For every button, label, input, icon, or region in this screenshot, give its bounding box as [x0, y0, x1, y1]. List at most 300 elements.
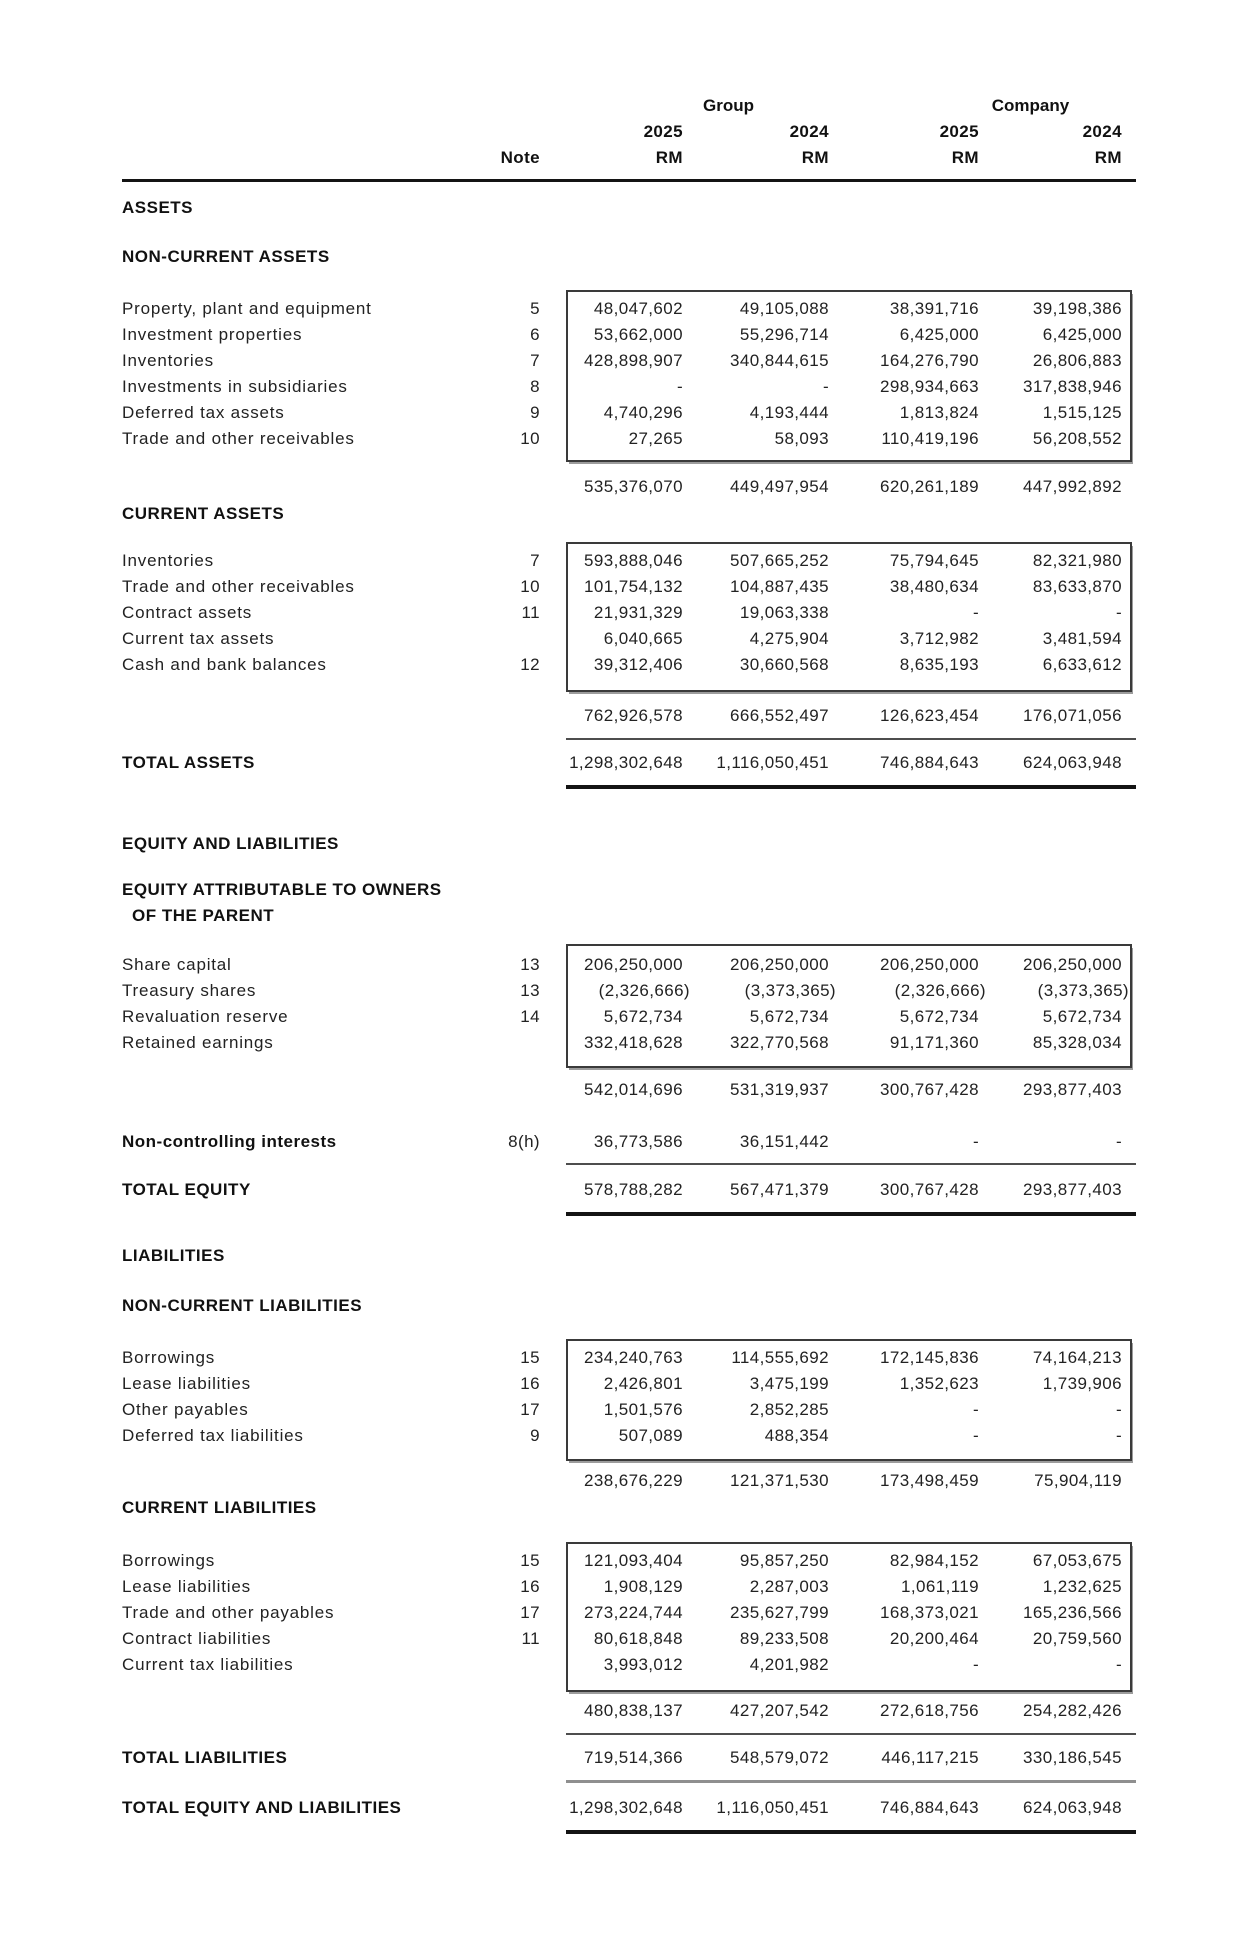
statement-row [122, 348, 1136, 374]
row-spacer [1122, 1468, 1136, 1494]
row-label: Other payables [122, 1400, 249, 1419]
value-company-2024: 3,481,594 [1042, 629, 1122, 648]
row-label: Cash and bank balances [122, 655, 327, 674]
value-group-2024: 49,105,088 [739, 299, 829, 318]
value-company-2025: 206,250,000 [880, 955, 979, 974]
heading-current-liabilities [122, 1495, 1136, 1521]
value-company-2024: 5,672,734 [1042, 1007, 1122, 1026]
box-non-current-liabilities [122, 1339, 1136, 1461]
value-group-2024: 531,319,937 [730, 1080, 829, 1099]
value-group-2025: (2,326,666) [598, 981, 690, 1000]
value-company-2025: 164,276,790 [880, 351, 979, 370]
rm-label-group-current: RM [655, 148, 683, 167]
column-group-header-row [122, 93, 1136, 119]
group-column-header: Group [703, 96, 754, 115]
row-spacer [1122, 750, 1136, 776]
row-note: 11 [521, 603, 540, 622]
value-company-2024: 1,232,625 [1042, 1577, 1122, 1596]
value-group-2025: 542,014,696 [584, 1080, 683, 1099]
row-label: Contract assets [122, 603, 253, 622]
heading-text: CURRENT LIABILITIES [122, 1498, 317, 1517]
row-label: Contract liabilities [122, 1629, 272, 1648]
value-company-2025: - [972, 1655, 979, 1674]
value-group-2025: 48,047,602 [593, 299, 683, 318]
value-group-2024: 427,207,542 [730, 1701, 829, 1720]
value-company-2024: 82,321,980 [1032, 551, 1122, 570]
row-note: 13 [520, 981, 540, 1000]
row-note [458, 1468, 566, 1494]
value-group-2025: 1,298,302,648 [569, 1798, 683, 1817]
row-label: Share capital [122, 955, 232, 974]
rm-label-company-current: RM [951, 148, 979, 167]
row-spacer [1122, 1371, 1136, 1397]
row-label [122, 1468, 458, 1494]
row-note: 7 [530, 351, 540, 370]
row-note [458, 1030, 566, 1056]
value-company-2025: 1,352,623 [899, 1374, 979, 1393]
row-note: 15 [520, 1348, 540, 1367]
value-group-2025: 273,224,744 [584, 1603, 683, 1622]
value-group-2025: 121,093,404 [584, 1551, 683, 1570]
value-group-2024: 30,660,568 [739, 655, 829, 674]
statement-row [122, 426, 1136, 452]
value-group-2025: 27,265 [628, 429, 683, 448]
value-company-2025: - [972, 603, 979, 622]
row-note [458, 1698, 566, 1724]
row-spacer [1122, 703, 1136, 729]
value-company-2025: 168,373,021 [880, 1603, 979, 1622]
row-spacer [1122, 1745, 1136, 1771]
value-group-2025: 719,514,366 [584, 1748, 683, 1767]
row-spacer [1122, 1423, 1136, 1449]
rule-below-total-assets [566, 785, 1136, 789]
row-note: 17 [520, 1400, 540, 1419]
row-label: Lease liabilities [122, 1577, 251, 1596]
value-company-2024: 85,328,034 [1032, 1033, 1122, 1052]
group-year-prior: 2024 [789, 122, 829, 141]
value-group-2025: 2,426,801 [603, 1374, 683, 1393]
statement-row [122, 296, 1136, 322]
value-group-2024: 666,552,497 [730, 706, 829, 725]
value-group-2024: 206,250,000 [730, 955, 829, 974]
value-company-2025: 446,117,215 [881, 1748, 979, 1767]
value-company-2024: 624,063,948 [1023, 1798, 1122, 1817]
value-company-2025: 746,884,643 [880, 753, 979, 772]
row-total-equity [122, 1177, 1136, 1203]
row-note [458, 626, 566, 652]
heading-liabilities [122, 1243, 1136, 1269]
value-group-2024: 2,287,003 [749, 1577, 829, 1596]
statement-row [122, 1423, 1136, 1449]
value-company-2025: 8,635,193 [899, 655, 979, 674]
row-label: Inventories [122, 351, 214, 370]
value-company-2024: 75,904,119 [1034, 1471, 1122, 1490]
heading-text: EQUITY AND LIABILITIES [122, 834, 339, 853]
statement-row [122, 1548, 1136, 1574]
value-company-2025: 298,934,663 [880, 377, 979, 396]
row-note: 10 [520, 577, 540, 596]
value-group-2025: 39,312,406 [593, 655, 683, 674]
value-company-2025: 75,794,645 [889, 551, 979, 570]
value-company-2024: 67,053,675 [1032, 1551, 1122, 1570]
statement-row [122, 978, 1136, 1004]
value-group-2024: 507,665,252 [730, 551, 829, 570]
rule-above-total-liabilities [566, 1733, 1136, 1735]
value-company-2024: - [1115, 603, 1122, 622]
row-spacer [1122, 1548, 1136, 1574]
row-spacer [1122, 1030, 1136, 1056]
value-group-2024: 121,371,530 [730, 1471, 829, 1490]
row-note: 7 [530, 551, 540, 570]
row-label: Trade and other receivables [122, 577, 355, 596]
value-group-2025: 3,993,012 [603, 1655, 683, 1674]
value-group-2025: 234,240,763 [584, 1348, 683, 1367]
value-group-2025: 5,672,734 [603, 1007, 683, 1026]
value-group-2024: 4,193,444 [749, 403, 829, 422]
row-note: 16 [520, 1577, 540, 1596]
value-group-2024: 104,887,435 [730, 577, 829, 596]
statement-row [122, 1345, 1136, 1371]
statement-blocks [122, 195, 1136, 1834]
row-label: Inventories [122, 551, 214, 570]
value-company-2025: 38,480,634 [889, 577, 979, 596]
row-note: 5 [530, 299, 540, 318]
row-spacer [1122, 348, 1136, 374]
row-note: 9 [530, 1426, 540, 1445]
value-company-2024: 447,992,892 [1023, 477, 1122, 496]
statement-row [122, 1652, 1136, 1678]
row-spacer [1122, 1652, 1136, 1678]
value-company-2025: 1,813,824 [899, 403, 979, 422]
value-group-2024: 2,852,285 [749, 1400, 829, 1419]
value-company-2025: 1,061,119 [901, 1577, 979, 1596]
value-company-2025: - [972, 1426, 979, 1445]
value-group-2024: 1,116,050,451 [716, 1798, 829, 1817]
value-group-2024: 36,151,442 [739, 1132, 829, 1151]
row-note: 8 [530, 377, 540, 396]
rule-above-total-assets [566, 738, 1136, 740]
value-company-2024: 206,250,000 [1023, 955, 1122, 974]
rule-final [566, 1830, 1136, 1834]
row-label: Deferred tax assets [122, 403, 285, 422]
column-unit-header-row [122, 145, 1136, 171]
value-group-2025: 1,501,576 [603, 1400, 683, 1419]
value-group-2025: 578,788,282 [584, 1180, 683, 1199]
statement-row [122, 548, 1136, 574]
value-group-2025: 535,376,070 [584, 477, 683, 496]
heading-current-assets [122, 501, 1136, 527]
row-label [122, 1698, 458, 1724]
row-note: 14 [520, 1007, 540, 1026]
rule-below-total-liabilities [566, 1780, 1136, 1783]
row-spacer [1122, 1574, 1136, 1600]
row-label: Retained earnings [122, 1033, 274, 1052]
value-company-2025: 110,419,196 [881, 429, 979, 448]
statement-row [122, 574, 1136, 600]
value-company-2025: 5,672,734 [899, 1007, 979, 1026]
company-column-header: Company [991, 96, 1070, 115]
value-company-2024: 293,877,403 [1023, 1180, 1122, 1199]
value-company-2025: 6,425,000 [899, 325, 979, 344]
value-company-2025: 3,712,982 [899, 629, 979, 648]
row-total-equity-and-liabilities [122, 1795, 1136, 1821]
value-group-2024: 4,201,982 [749, 1655, 829, 1674]
value-company-2025: - [972, 1132, 979, 1151]
row-subtotal-equity [122, 1077, 1136, 1103]
value-group-2024: 1,116,050,451 [716, 753, 829, 772]
value-company-2024: 1,515,125 [1042, 403, 1122, 422]
value-company-2024: 165,236,566 [1023, 1603, 1122, 1622]
statement-row [122, 1574, 1136, 1600]
row-note [458, 1795, 566, 1821]
row-label: TOTAL ASSETS [122, 753, 255, 772]
value-group-2025: 507,089 [618, 1426, 683, 1445]
row-note: 6 [530, 325, 540, 344]
value-company-2024: 317,838,946 [1023, 377, 1122, 396]
value-company-2025: 20,200,464 [889, 1629, 979, 1648]
value-company-2024: 293,877,403 [1023, 1080, 1122, 1099]
value-company-2025: 300,767,428 [880, 1080, 979, 1099]
row-spacer [1122, 600, 1136, 626]
value-group-2024: 548,579,072 [730, 1748, 829, 1767]
heading-text: LIABILITIES [122, 1246, 225, 1265]
statement-row [122, 1004, 1136, 1030]
row-label: Trade and other receivables [122, 429, 355, 448]
row-spacer [1122, 426, 1136, 452]
value-group-2024: 58,093 [774, 429, 829, 448]
row-label [122, 474, 458, 500]
value-group-2025: 80,618,848 [593, 1629, 683, 1648]
value-company-2024: 74,164,213 [1032, 1348, 1122, 1367]
value-company-2024: 83,633,870 [1032, 577, 1122, 596]
value-group-2025: 428,898,907 [584, 351, 683, 370]
value-group-2025: 21,931,329 [593, 603, 683, 622]
row-spacer [1122, 1698, 1136, 1724]
value-group-2025: 593,888,046 [584, 551, 683, 570]
row-total-liabilities [122, 1745, 1136, 1771]
row-label: Lease liabilities [122, 1374, 251, 1393]
row-spacer [1122, 374, 1136, 400]
value-company-2025: 300,767,428 [880, 1180, 979, 1199]
value-group-2024: (3,373,365) [744, 981, 836, 1000]
value-group-2025: - [676, 377, 683, 396]
row-spacer [1122, 574, 1136, 600]
row-note: 12 [520, 655, 540, 674]
heading-assets [122, 195, 1136, 221]
row-label: Current tax assets [122, 629, 275, 648]
row-spacer [1122, 1345, 1136, 1371]
statement-body [122, 93, 1136, 1834]
value-company-2024: 254,282,426 [1023, 1701, 1122, 1720]
value-company-2025: (2,326,666) [894, 981, 986, 1000]
row-spacer [1122, 474, 1136, 500]
heading-text: NON-CURRENT ASSETS [122, 247, 330, 266]
row-note: 8(h) [508, 1132, 540, 1151]
row-label [122, 703, 458, 729]
value-company-2024: 6,425,000 [1042, 325, 1122, 344]
value-company-2024: 624,063,948 [1023, 753, 1122, 772]
value-company-2024: - [1115, 1400, 1122, 1419]
value-group-2024: 95,857,250 [739, 1551, 829, 1570]
box-current-assets [122, 542, 1136, 692]
value-company-2024: (3,373,365) [1037, 981, 1129, 1000]
row-note: 16 [520, 1374, 540, 1393]
row-spacer [1122, 952, 1136, 978]
rm-label-company-prior: RM [1094, 148, 1122, 167]
row-spacer [1122, 548, 1136, 574]
row-spacer [1122, 1600, 1136, 1626]
value-group-2025: 332,418,628 [584, 1033, 683, 1052]
value-company-2024: 330,186,545 [1023, 1748, 1122, 1767]
row-spacer [1122, 1626, 1136, 1652]
value-group-2024: 89,233,508 [739, 1629, 829, 1648]
row-label: Investments in subsidiaries [122, 377, 348, 396]
value-group-2025: 480,838,137 [584, 1701, 683, 1720]
row-spacer [1122, 652, 1136, 678]
row-label: Current tax liabilities [122, 1655, 294, 1674]
heading-text-line1: EQUITY ATTRIBUTABLE TO OWNERS [122, 880, 442, 899]
row-non-controlling-interests [122, 1129, 1136, 1155]
value-group-2024: 449,497,954 [730, 477, 829, 496]
value-company-2025: 620,261,189 [880, 477, 979, 496]
statement-row [122, 1600, 1136, 1626]
statement-row [122, 1371, 1136, 1397]
statement-row [122, 626, 1136, 652]
value-company-2024: - [1115, 1426, 1122, 1445]
rule-above-total-equity [566, 1163, 1136, 1165]
heading-equity-and-liabilities [122, 831, 1136, 857]
row-note [458, 1652, 566, 1678]
row-note [458, 1077, 566, 1103]
column-year-header-row [122, 119, 1136, 145]
box-equity [122, 944, 1136, 1068]
row-label: TOTAL LIABILITIES [122, 1748, 288, 1767]
value-company-2025: - [972, 1400, 979, 1419]
value-group-2024: 114,555,692 [731, 1348, 829, 1367]
row-spacer [1122, 1129, 1136, 1155]
value-group-2024: 340,844,615 [730, 351, 829, 370]
rm-label-group-prior: RM [801, 148, 829, 167]
statement-row [122, 600, 1136, 626]
row-note: 17 [520, 1603, 540, 1622]
row-label: Borrowings [122, 1348, 216, 1367]
heading-text: NON-CURRENT LIABILITIES [122, 1296, 363, 1315]
value-group-2025: 6,040,665 [603, 629, 683, 648]
value-company-2025: 38,391,716 [889, 299, 979, 318]
value-group-2025: 1,298,302,648 [569, 753, 683, 772]
value-company-2025: 173,498,459 [880, 1471, 979, 1490]
row-subtotal-non-current-liabilities [122, 1468, 1136, 1494]
row-label: TOTAL EQUITY AND LIABILITIES [122, 1798, 402, 1817]
value-group-2024: 5,672,734 [749, 1007, 829, 1026]
row-subtotal-current-assets [122, 703, 1136, 729]
value-company-2024: 39,198,386 [1032, 299, 1122, 318]
row-label: Investment properties [122, 325, 303, 344]
value-company-2025: 82,984,152 [889, 1551, 979, 1570]
value-group-2025: 1,908,129 [603, 1577, 683, 1596]
row-spacer [1122, 1077, 1136, 1103]
value-group-2025: 238,676,229 [584, 1471, 683, 1490]
value-group-2025: 53,662,000 [593, 325, 683, 344]
row-note: 9 [530, 403, 540, 422]
statement-row [122, 1397, 1136, 1423]
row-label: Trade and other payables [122, 1603, 335, 1622]
value-group-2024: 4,275,904 [749, 629, 829, 648]
row-note: 11 [521, 1629, 540, 1648]
value-company-2025: 91,171,360 [889, 1033, 979, 1052]
statement-row [122, 1030, 1136, 1056]
box-non-current-assets [122, 290, 1136, 462]
value-group-2025: 762,926,578 [584, 706, 683, 725]
row-label: Non-controlling interests [122, 1132, 337, 1151]
row-subtotal-non-current-assets [122, 474, 1136, 500]
row-spacer [1122, 296, 1136, 322]
statement-row [122, 652, 1136, 678]
row-subtotal-current-liabilities [122, 1698, 1136, 1724]
value-company-2024: 1,739,906 [1042, 1374, 1122, 1393]
value-company-2025: 126,623,454 [880, 706, 979, 725]
value-company-2024: 56,208,552 [1032, 429, 1122, 448]
note-column-header: Note [500, 148, 540, 167]
row-spacer [1122, 1177, 1136, 1203]
value-group-2024: 55,296,714 [739, 325, 829, 344]
value-group-2024: 3,475,199 [749, 1374, 829, 1393]
heading-non-current-assets [122, 244, 1136, 270]
value-group-2024: - [822, 377, 829, 396]
row-note [458, 750, 566, 776]
box-current-liabilities [122, 1542, 1136, 1692]
value-company-2024: 6,633,612 [1042, 655, 1122, 674]
value-group-2024: 235,627,799 [730, 1603, 829, 1622]
statement-row [122, 952, 1136, 978]
row-label: Borrowings [122, 1551, 216, 1570]
row-total-assets [122, 750, 1136, 776]
row-label: Property, plant and equipment [122, 299, 372, 318]
row-spacer [1122, 1795, 1136, 1821]
row-label: Revaluation reserve [122, 1007, 289, 1026]
value-company-2025: 746,884,643 [880, 1798, 979, 1817]
row-label: TOTAL EQUITY [122, 1180, 251, 1199]
row-note: 10 [520, 429, 540, 448]
value-company-2024: - [1115, 1655, 1122, 1674]
row-spacer [1122, 400, 1136, 426]
row-spacer [1122, 1397, 1136, 1423]
value-company-2024: - [1115, 1132, 1122, 1151]
heading-non-current-liabilities [122, 1293, 1136, 1319]
heading-text-line2: OF THE PARENT [132, 906, 275, 925]
row-note: 13 [520, 955, 540, 974]
value-group-2025: 4,740,296 [603, 403, 683, 422]
statement-row [122, 400, 1136, 426]
header-rule [122, 179, 1136, 182]
row-note: 15 [520, 1551, 540, 1570]
statement-row [122, 1626, 1136, 1652]
value-company-2025: 172,145,836 [880, 1348, 979, 1367]
row-label: Deferred tax liabilities [122, 1426, 304, 1445]
row-label [122, 1077, 458, 1103]
row-note [458, 703, 566, 729]
value-company-2024: 20,759,560 [1032, 1629, 1122, 1648]
value-company-2024: 176,071,056 [1023, 706, 1122, 725]
statement-row [122, 374, 1136, 400]
statement-row [122, 322, 1136, 348]
value-group-2025: 206,250,000 [584, 955, 683, 974]
row-note [458, 474, 566, 500]
group-year-current: 2025 [643, 122, 683, 141]
heading-equity-attributable [122, 877, 1136, 929]
row-note [458, 1745, 566, 1771]
value-group-2025: 101,754,132 [584, 577, 683, 596]
